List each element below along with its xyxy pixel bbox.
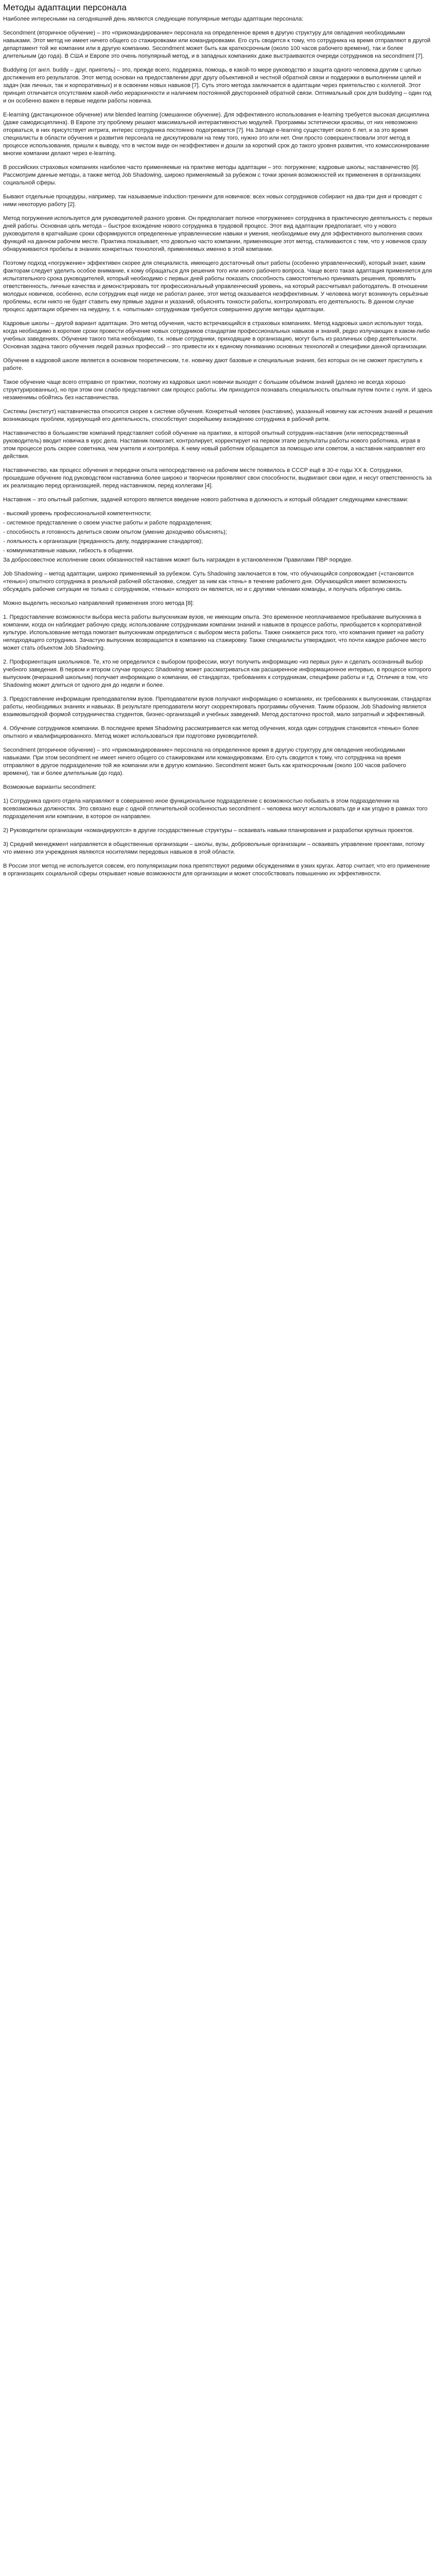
paragraph: Кадровые школы – другой вариант адаптации. Это метод обучения, часто встречающийся в страховых компаниях. Метод кадровых школ используют тогда, когда необходимо в короткие сроки провести обучение новых сотрудников стандартам профессиональных навыков и знаний, редко излучающих в каком-либо учебных заведениях. Обучение такого типа необходимо, т.к. новые сотрудники, приходящие в организацию, могут быть из различных сфер деятельности. Основная задача такого обучения людей разных профессий – это привести их к единому пониманию основных технологий и специфики данной организации. bbox=[3, 320, 430, 350]
paragraph: В российских страховых компаниях наиболее часто применяемые на практике методы адаптации – это: погружение; кадровые школы; наставничество [6]. Рассмотрим данные методы, а также метод Job Shadowing, широко применяемый за рубежом с точки зрения возможностей их применения в организациях социальной сферы. bbox=[3, 164, 421, 186]
paragraph: В России этот метод не используется совсем, его популяризации пока препятствуют редкими обсуждениями в узких кругах. Автор считает, что его применение в организациях социальной сферы открывает новые возможности для организации и может способствовать повышению их эффективности. bbox=[3, 863, 430, 877]
paragraph: 3. Предоставление информации преподавателям вузов. Преподаватели вузов получают информацию о компаниях, их требованиях к выпускникам, стандартах работы, необходимых знаниях и навыках. В результате преподаватели могут скорректировать программы обучения. Таким образом, Job Shadowing является взаимовыгодной формой сотрудничества студентов, бизнес-организаций и учебных заведений. Метод достаточно простой, мало затратный и эффективный. bbox=[3, 696, 431, 718]
paragraph: Возможные варианты secondment: bbox=[3, 784, 96, 790]
page-title: Методы адаптации персонала bbox=[3, 3, 127, 12]
paragraph: 4. Обучение сотрудников компании. В последнее время Shadowing рассматривается как метод обучения, когда один сотрудник становится «тенью» более опытного и квалифицированного. Метод может использоваться при подготовке руководителей. bbox=[3, 725, 419, 739]
paragraph: Наставничество, как процесс обучения и передачи опыта непосредственно на рабочем месте появилось в СССР ещё в 30-е годы XX в. Сотрудники, прошедшие обучение под руководством наставника более широко и творчески проявляют свои способности, выдвигают свои идеи, и несут ответственность за их реализацию перед организацией, перед наставником, перед коллегами [4]. bbox=[3, 467, 432, 489]
paragraph: Secondment (вторичное обучение) – это «прикомандирование» персонала на определенное время в другую структуру для овладения необходимыми навыками. При этом secondment не имеет ничего общего со стажировками или командировками. Его суть сводится к тому, что сотрудника на время отправляют в другое подразделение той же компании или в другую компанию. Secondment может быть как краткосрочным (около 100 часов рабочего времени), так и более длительным (до года). bbox=[3, 747, 406, 776]
paragraph: - лояльность к организации (преданность делу, поддержание стандартов); bbox=[3, 538, 203, 545]
paragraph: 2. Профориентация школьников. Те, кто не определился с выбором профессии, могут получить информацию «из первых рук» и сделать осознанный выбор учебного заведения. В первом и втором случае процесс Shadowing может рассматриваться как расширенное информационное интервью, в процессе которого выпускник (вчерашний школьник) получает информацию о компании, её стандартах, требованиях к сотрудникам, специфике работы и т.д. Отличие в том, что Shadowing может длиться от одного дня до недели и более. bbox=[3, 659, 431, 688]
paragraph: - способность и готовность делиться своим опытом (умение доходчиво объяснять); bbox=[3, 529, 227, 535]
document-body bbox=[3, 15, 433, 878]
paragraph: Buddying (от англ. buddy – друг, приятель) – это, прежде всего, поддержка, помощь, в какой-то мере руководство и защита одного человека другим с целью достижения его результатов. Этот метод основан на предоставлении друг другу объективной и честной обратной связи и поддержки в выполнении целей и задач (как личных, так и корпоративных) и в освоении новых навыков [7]. Суть этого метода заключается в адаптации через приятельство с коллегой. Этот принцип отличается отсутствием какой-либо иерархичности и наличием постоянной двусторонней обратной связи. Оптимальный срок для buddying – один год и он особенно важен в первые недели работы новичка. bbox=[3, 67, 432, 104]
paragraph: Наставник – это опытный работник, задачей которого является введение нового работника в должность и который обладает следующими качествами: bbox=[3, 497, 409, 503]
paragraph: 1. Предоставление возможности выбора места работы выпускникам вузов, не имеющим опыта. Это временное неоплачиваемое пребывание выпускника в компании, когда он наблюдает рабочую среду, использование сотрудниками компании знаний и навыков в процессе работы, приобщается к корпоративной культуре. Использование метода помогает выпускникам определиться с выбором места работы. Также снижается риск того, что компания примет на работу неподходящего сотрудника. Зачастую выпускник возвращается в компанию на стажировку. Также специалисты утверждают, что почти каждое рабочее место может стать объектом Job Shadowing. bbox=[3, 614, 426, 651]
paragraph: Secondment (вторичное обучение) – это «прикомандирование» персонала на определенное время в другую структуру для овладения необходимыми навыками. Этот метод не имеет ничего общего со стажировками или командировками. Его суть сводится к тому, что сотрудника на время отправляют в другой департамент той же компании или в другую компанию. Secondment может быть как краткосрочным (около 100 часов рабочего времени), так и более длительным (до года). В США и Европе это очень популярный метод, и в западных компаниях даже выстраиваются очереди сотрудников на secondment [7]. bbox=[3, 30, 431, 59]
paragraph: - системное представление о своем участке работы и работе подразделения; bbox=[3, 520, 212, 526]
paragraph: Бывают отдельные процедуры, например, так называемые induction-тренинги для новичков: всех новых сотрудников собирают на два-три дня и проводят с ними некоторую работу [2]. bbox=[3, 194, 422, 208]
paragraph: - коммуникативные навыки, гибкость в общении. bbox=[3, 548, 134, 554]
paragraph: Обучение в кадровой школе является в основном теоретическим, т.е. новичку дают базовые и специальные знания, без которых он не сможет приступить к работе. bbox=[3, 358, 423, 371]
paragraph: Системы (институт) наставничества относится скорее к системе обучения. Конкретный человек (наставник), указанный новичку как источник знаний и решения возникающих проблем, курирующий его деятельность, способствует скорейшему вхождению сотрудника в рабочий ритм. bbox=[3, 409, 433, 422]
paragraph: Метод погружения используется для руководителей разного уровня. Он предполагает полное «погружение» сотрудника в практическую деятельность с первых дней работы. Основная цель метода – быстрое вхождение нового сотрудника в трудовой процесс. Этот вид адаптации предполагает, что у нового руководителя в кратчайшие сроки сформируются определенные управленческие навыки и умения, необходимые ему для эффективного выполнения своих функций на данном рабочем месте. Практика показывает, что довольно часто компании, применяющие этот метод, сталкиваются с тем, что у новичков сразу обнаруживаются пробелы в знаниях конкретных технологий, применяемых именно в этой компании. bbox=[3, 215, 432, 252]
paragraph: Наставничество в большинстве компаний представляет собой обучение на практике, в которой опытный сотрудник-наставник (или непосредственный руководитель) вводит новичка в курс дела. Наставник помогает, контролирует, корректирует на первом этапе результаты работы нового работника, играя в этом процессе роль скорее советника, чем учителя и контролёра. К нему новый работник обращается за помощью или советом, а наставник направляет его действия. bbox=[3, 430, 425, 460]
paragraph: Наиболее интересными на сегодняшний день являются следующие популярные методы адаптации персонала: bbox=[3, 16, 304, 22]
paragraph: Job Shadowing – метод адаптации, широко применяемый за рубежом. Суть Shadowing заключается в том, что обучающийся сопровождает («становится «тенью») опытного сотрудника в реальной рабочей обстановке, следует за ним как «тень» в течение рабочего дня. Обучающийся имеет возможность обсуждать рабочие ситуации не только с сотрудником, «тенью» которого он является, но и с другими членами команды, и получать обратную связь. bbox=[3, 571, 414, 592]
paragraph: За добросовестное исполнение своих обязанностей наставник может быть награжден в установленном Правилами ПВР порядке. bbox=[3, 557, 353, 563]
paragraph: E-learning (дистанционное обучение) или blended learning (смешанное обучение). Для эффективного использования e-learning требуется высокая дисциплина (даже самодисциплина). В Европе эту проблему решают максимальной интерактивностью модулей. Программы эстетически красивы, от них невозможно оторваться, в них присутствует интрига, интерес сотрудника постоянно подогревается [7]. На Западе e-learning существует около 6 лет, и за это время специалисты в области обучения и развития персонала не дискутировали на тему того, нужно это или нет. Они просто совершенствовали этот метод в процессе использования, пришли к выводу, что в чистом виде он неэффективен и дошли за короткий срок до такого уровня развития, что комиссионирование многие компании делают через e-learning. bbox=[3, 112, 430, 157]
paragraph: 1) Сотрудника одного отдела направляют в совершенно иное функциональное подразделение с возможностью побывать в этом подразделении на всевозможных должностях. Это связано еще с одной отличительной особенностью secondment – человека могут использовать где и как угодно в рамках того подразделения или компании, в которое он направлен. bbox=[3, 798, 428, 820]
paragraph: Такое обучение чаще всего отправно от практики, поэтому из кадровых школ новички выходят с большим объёмом знаний (далеко не всегда хорошо структурированных), но при этом они слабо представляют сам процесс работы. Им приходится познавать специальность опытным путем почти с нуля. И здесь незаменимы обойтись без наставничества. bbox=[3, 379, 432, 401]
paragraph: 3) Средний менеджмент направляется в общественные организации – школы, вузы, добровольные организации – осваивать управление проектами, потому что именно эти учреждения являются носителями передовых навыков в этой области. bbox=[3, 841, 425, 855]
document bbox=[0, 0, 436, 894]
paragraph: - высокий уровень профессиональной компетентности; bbox=[3, 511, 152, 517]
paragraph: 2) Руководители организации «командируются» в другие государственные структуры – осваивать навыки планирования и разработки крупных проектов. bbox=[3, 827, 414, 834]
paragraph: Можно выделить несколько направлений применения этого метода [8]: bbox=[3, 600, 194, 606]
paragraph: Поэтому подход «погружение» эффективен скорее для специалиста, имеющего достаточный опыт работы (особенно управленческий), который знает, каким факторам следует уделить особое внимание, к кому обращаться для решения того или иного рабочего вопроса. Чаще всего такая адаптация применяется для испытательного срока руководителей, который необходимо с первых дней работы показать способность самостоятельно принимать решения, проявлять ответственность, личные качества и демонстрировать тот профессиональный управленческий уровень, на который рассчитывал работодатель. В отношении молодых новичков, особенно, если сотрудник ещё нигде не работал ранее, этот метод оказывается неэффективным. У человека могут возникнуть серьёзные проблемы, если никто не будет ставить ему прямые задачи и указаний, объяснять тонкости работы, контролировать его деятельность. В данном случае процесс адаптации обречен на неудачу, т. к. «опытным» сотрудникам требуется совершенно другие методы адаптации. bbox=[3, 260, 432, 313]
